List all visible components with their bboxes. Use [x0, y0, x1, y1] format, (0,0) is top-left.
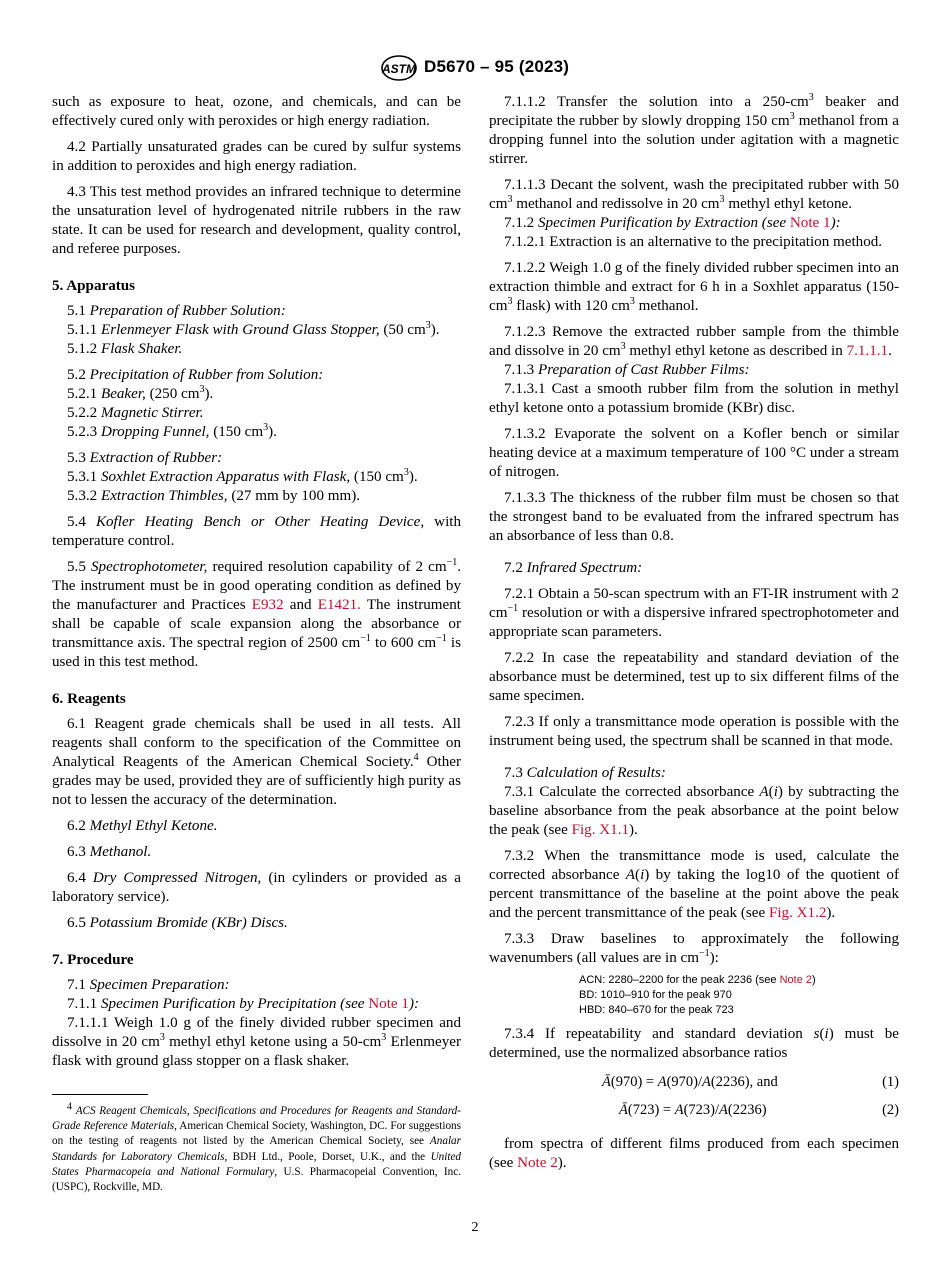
astm-logo-icon: [380, 54, 418, 82]
item-7-1: 7.1 Specimen Preparation:: [67, 977, 230, 993]
item-7-2-1: 7.2.1 Obtain a 50-scan spectrum with an FT-IR instrument with 2 $cm^{-1}$ resolution or with a dispersive infrared spectrophotometer and appropriate scan parameters.: [489, 586, 899, 640]
document-id: D5670 – 95 (2023): [424, 57, 570, 76]
link-fig-x1-1[interactable]: Fig. X1.1: [571, 822, 630, 838]
item-7-2-3: 7.2.3 If only a transmittance mode operation is possible with the instrument being used, the spectrum shall be scanned in that mode.: [489, 714, 899, 749]
wavenumber-hbd: HBD: 840–670 for the peak 723: [579, 1004, 734, 1016]
equation-2-number: (2): [882, 1102, 899, 1118]
item-7-3-2: 7.3.2 When the transmittance mode is used, calculate the corrected absorbance A(i) by taking the log10 of the quotient of percent transmittance of the baseline at the point above the peak and the percent transmittance of the peak (see Fig. X1.2).: [489, 848, 900, 921]
item-5-5: 5.5 Spectrophotometer, required resolution capability of 2 $cm^{-1}$. The instrument must be in good operating condition as defined by the manufacturer and Practices E932 and E1421. The instrument shall be capable of scale expansion along the absorbance or transmittance axis. The spectral region of 2500 $cm^{-1}$ to 600 $cm^{-1}$ is used in this test method.: [52, 556, 462, 670]
link-note-1[interactable]: Note 1: [368, 996, 409, 1012]
page-header: [0, 54, 950, 86]
item-7-3-3: 7.3.3 Draw baselines to approximately the following wavenumbers (all values are in $cm^{-1}$):: [489, 931, 899, 966]
equation-1: Ā(970) = A(970)/A(2236), and (1): [602, 1074, 899, 1090]
item-7-1-1-3: 7.1.1.3 Decant the solvent, wash the precipitated rubber with 50 $cm^3$ methanol and redissolve in 20 $cm^3$ methyl ethyl ketone.: [489, 177, 899, 212]
link-note-2[interactable]: Note 2: [779, 974, 813, 986]
footnote: [52, 1101, 462, 1195]
item-5-1: 5.1 Preparation of Rubber Solution:: [67, 303, 286, 319]
item-7-1-2: 7.1.2 Specimen Purification by Extraction (see Note 1):: [504, 215, 841, 231]
item-6-2: 6.2 Methyl Ethyl Ketone.: [67, 818, 218, 834]
item-7-3-4: 7.3.4 If repeatability and standard deviation s(i) must be determined, use the normalized absorbance ratios: [489, 1026, 899, 1061]
item-5-3-1: 5.3.1 Soxhlet Extraction Apparatus with Flask, (150 $cm^3$).: [67, 466, 418, 485]
item-7-1-3-2: 7.1.3.2 Evaporate the solvent on a Kofler bench or similar heating device at a maximum temperature of 100 °C under a stream of nitrogen.: [489, 426, 899, 480]
item-7-1-2-1: 7.1.2.1 Extraction is an alternative to the precipitation method.: [504, 234, 883, 250]
left-column: [52, 93, 461, 1071]
item-5-3: 5.3 Extraction of Rubber:: [67, 450, 223, 466]
item-6-1: 6.1 Reagent grade chemicals shall be used in all tests. All reagents shall conform to the specification of the Committee on Analytical Reagents of the American Chemical Society.$^4$ Other grades may be used, provided they are of sufficiently high purity as not to lessen the accuracy of the determination.: [52, 716, 461, 808]
item-7-1-3-3: 7.1.3.3 The thickness of the rubber film must be chosen so that the strongest band to be evaluated from the infrared spectrum has an absorbance of less than 0.8.: [489, 490, 899, 544]
item-5-2-3: 5.2.3 Dropping Funnel, (150 $cm^3$).: [67, 421, 277, 440]
item-7-1-3: 7.1.3 Preparation of Cast Rubber Films:: [504, 362, 750, 378]
item-5-1-1: 5.1.1 Erlenmeyer Flask with Ground Glass Stopper, (50 $cm^3$).: [67, 319, 440, 338]
link-7-1-1-1[interactable]: 7.1.1.1: [846, 343, 889, 359]
item-5-2-1: 5.2.1 Beaker, (250 $cm^3$).: [67, 383, 214, 402]
paragraph-4-2: 4.2 Partially unsaturated grades can be cured by sulfur systems in addition to peroxides and high energy radiation.: [52, 139, 461, 174]
equation-2: Ā(723) = A(723)/A(2236) (2): [619, 1102, 899, 1118]
wavenumber-acn: ACN: 2280–2200 for the peak 2236 (see Note 2): [579, 974, 816, 986]
item-7-2: 7.2 Infrared Spectrum:: [504, 560, 643, 576]
paragraph-4-3: 4.3 This test method provides an infrared technique to determine the unsaturation level of hydrogenated nitrile rubbers in the raw state. It can be used for research and development, quality control, and referee purposes.: [52, 184, 461, 257]
item-7-3-1: 7.3.1 Calculate the corrected absorbance A(i) by subtracting the baseline absorbance from the peak absorbance at the point below the peak (see Fig. X1.1).: [489, 784, 899, 838]
item-7-1-2-3: 7.1.2.3 Remove the extracted rubber sample from the thimble and dissolve in 20 $cm^3$ methyl ethyl ketone as described in 7.1.1.1.: [489, 324, 899, 359]
wavenumber-list: [579, 973, 899, 1018]
item-5-2-2: 5.2.2 Magnetic Stirrer.: [67, 405, 204, 421]
item-7-1-3-1: 7.1.3.1 Cast a smooth rubber film from the solution in methyl ethyl ketone onto a potassium bromide (KBr) disc.: [489, 381, 899, 416]
item-5-4: 5.4 Kofler Heating Bench or Other Heating Device, with temperature control.: [52, 514, 462, 549]
item-7-2-2: 7.2.2 In case the repeatability and standard deviation of the absorbance must be determined, test up to six different films of the same specimen.: [489, 650, 899, 704]
right-column: [489, 93, 899, 1173]
link-note-1[interactable]: Note 1: [789, 215, 831, 231]
footnote-rule: [52, 1094, 148, 1095]
item-7-1-1-1: 7.1.1.1 Weigh 1.0 g of the finely divided rubber specimen and dissolve in 20 $cm^3$ methyl ethyl ketone using a $50-cm^3$ Erlenmeyer flask with ground glass stopper on a flask shaker.: [52, 1015, 461, 1069]
item-6-5: 6.5 Potassium Bromide (KBr) Discs.: [67, 915, 288, 931]
item-5-3-2: 5.3.2 Extraction Thimbles, (27 mm by 100 mm).: [67, 488, 361, 504]
section-7-heading: 7. Procedure: [52, 952, 134, 968]
item-5-2: 5.2 Precipitation of Rubber from Solution:: [67, 367, 324, 383]
item-6-4: 6.4 Dry Compressed Nitrogen, (in cylinders or provided as a laboratory service).: [52, 870, 461, 905]
link-fig-x1-2[interactable]: Fig. X1.2: [768, 905, 827, 921]
item-5-1-2: 5.1.2 Flask Shaker.: [67, 341, 183, 357]
item-7-1-2-2: 7.1.2.2 Weigh 1.0 g of the finely divided rubber specimen into an extraction thimble and extract for 6 h in a Soxhlet apparatus ($150-cm^3$ flask) with 120 $cm^3$ methanol.: [489, 260, 899, 314]
item-7-3: 7.3 Calculation of Results:: [504, 765, 666, 781]
paragraph-after-equations: from spectra of different films produced from each specimen (see Note 2).: [489, 1136, 899, 1171]
svg-text:ASTM: ASTM: [382, 62, 416, 76]
section-6-heading: 6. Reagents: [52, 691, 126, 707]
item-7-1-1-2: 7.1.1.2 Transfer the solution into a $250-cm^3$ beaker and precipitate the rubber by slowly dropping 150 $cm^3$ methanol from a dropping funnel into the solution under agitation with a magnetic stirrer.: [489, 91, 899, 167]
link-e932[interactable]: E932: [251, 597, 284, 613]
page-number: 2: [471, 1220, 479, 1235]
footnote-4: $^4$ ACS Reagent Chemicals, Specifications and Procedures for Reagents and Standard-Grade Reference Materials, American Chemical Society, Washington, DC. For suggestions on the testing of reagents not listed by the American Chemical Society, see Analar Standards for Laboratory Chemicals, BDH Ltd., Poole, Dorset, U.K., and the United States Pharmacopeia and National Formulary, U.S. Pharmacopeial Convention, Inc. (USPC), Rockville, MD.: [52, 1101, 462, 1194]
item-6-3: 6.3 Methanol.: [67, 844, 152, 860]
equation-1-number: (1): [882, 1074, 899, 1090]
wavenumber-bd: BD: 1010–910 for the peak 970: [579, 989, 732, 1001]
paragraph-4-1-cont: such as exposure to heat, ozone, and chemicals, and can be effectively cured only with peroxides or high energy radiation.: [52, 94, 461, 129]
link-note-2[interactable]: Note 2: [517, 1155, 558, 1171]
link-e1421[interactable]: E1421.: [317, 597, 361, 613]
item-7-1-1: 7.1.1 Specimen Purification by Precipitation (see Note 1):: [67, 996, 419, 1012]
section-5-heading: 5. Apparatus: [52, 278, 136, 294]
